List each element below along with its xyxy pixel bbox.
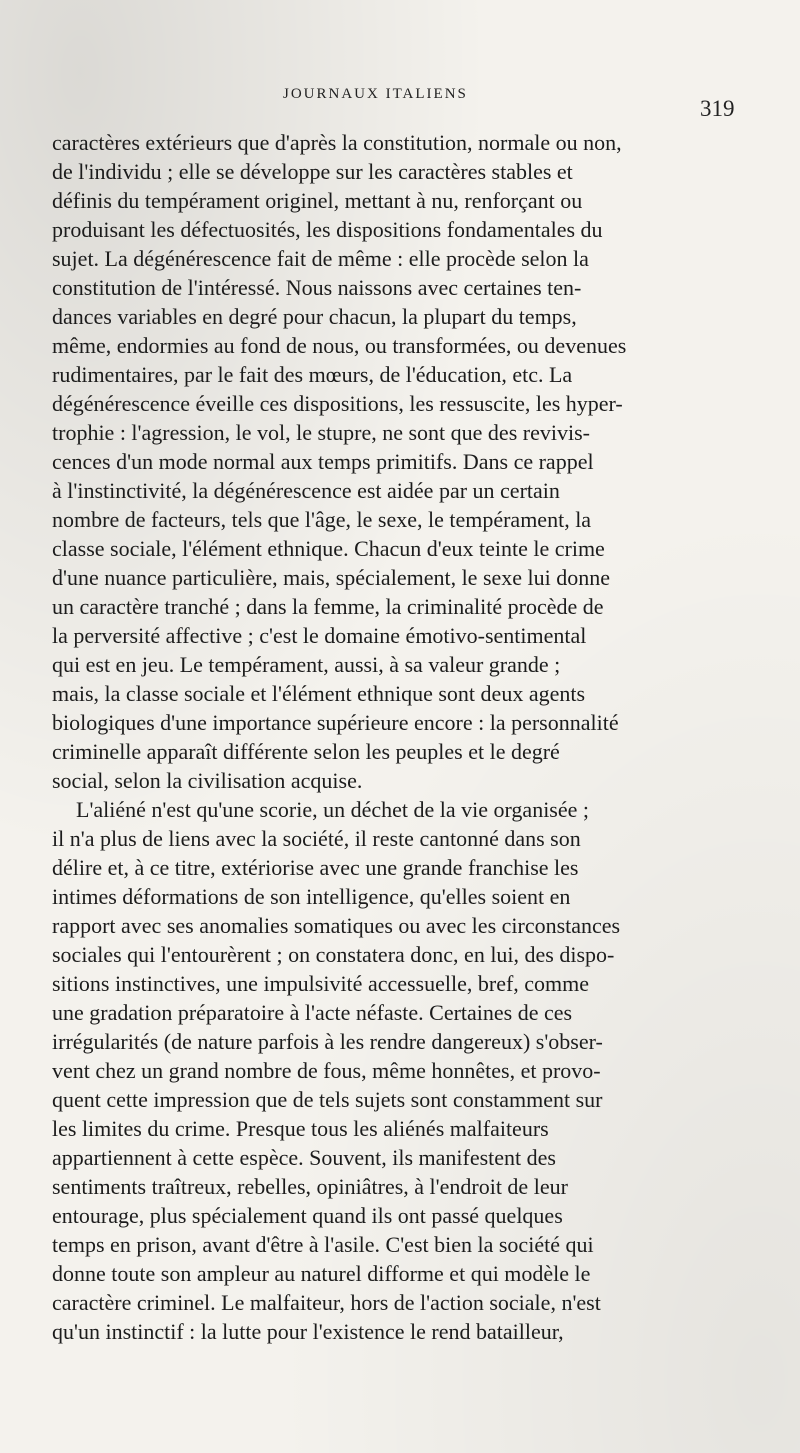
text-line: produisant les défectuosités, les dispositions fondamentales du	[52, 217, 603, 242]
text-line: rapport avec ses anomalies somatiques ou avec les circonstances	[52, 913, 621, 938]
text-line: sujet. La dégénérescence fait de même : elle procède selon la	[52, 246, 589, 271]
text-line: délire et, à ce titre, extériorise avec une grande franchise les	[52, 855, 579, 880]
text-line: à l'instinctivité, la dégénérescence est aidée par un certain	[52, 478, 560, 503]
running-title: JOURNAUX ITALIENS	[283, 86, 468, 102]
text-line: une gradation préparatoire à l'acte néfaste. Certaines de ces	[52, 1000, 573, 1025]
text-line: il n'a plus de liens avec la société, il reste cantonné dans son	[52, 826, 581, 851]
text-line: mais, la classe sociale et l'élément ethnique sont deux agents	[52, 681, 586, 706]
text-line: dégénérescence éveille ces dispositions, les ressuscite, les hyper-	[52, 391, 623, 416]
text-line: sociales qui l'entourèrent ; on constatera donc, en lui, des dispo-	[52, 942, 615, 967]
text-line: appartiennent à cette espèce. Souvent, ils manifestent des	[52, 1145, 556, 1170]
text-line: quent cette impression que de tels sujets sont constamment sur	[52, 1087, 603, 1112]
text-line: un caractère tranché ; dans la femme, la criminalité procède de	[52, 594, 604, 619]
text-line: la perversité affective ; c'est le domaine émotivo-sentimental	[52, 623, 587, 648]
page-number: 319	[700, 96, 735, 121]
text-line: caractères extérieurs que d'après la constitution, normale ou non,	[52, 130, 622, 155]
text-line: cences d'un mode normal aux temps primitifs. Dans ce rappel	[52, 449, 594, 474]
text-line: irrégularités (de nature parfois à les rendre dangereux) s'obser-	[52, 1029, 603, 1054]
text-line: sitions instinctives, une impulsivité accessuelle, bref, comme	[52, 971, 590, 996]
text-line: rudimentaires, par le fait des mœurs, de l'éducation, etc. La	[52, 362, 573, 387]
text-line: même, endormies au fond de nous, ou transformées, ou devenues	[52, 333, 627, 358]
text-line: classe sociale, l'élément ethnique. Chacun d'eux teinte le crime	[52, 536, 605, 561]
text-line: biologiques d'une importance supérieure encore : la personnalité	[52, 710, 619, 735]
text-line: criminelle apparaît différente selon les peuples et le degré	[52, 739, 560, 764]
text-line: intimes déformations de son intelligence, qu'elles soient en	[52, 884, 571, 909]
text-line: entourage, plus spécialement quand ils ont passé quelques	[52, 1203, 563, 1228]
text-line: qu'un instinctif : la lutte pour l'existence le rend batailleur,	[52, 1319, 564, 1344]
text-line: temps en prison, avant d'être à l'asile. C'est bien la société qui	[52, 1232, 594, 1257]
text-line: trophie : l'agression, le vol, le stupre, ne sont que des revivis-	[52, 420, 590, 445]
text-line: sentiments traîtreux, rebelles, opiniâtres, à l'endroit de leur	[52, 1174, 568, 1199]
text-line: dances variables en degré pour chacun, la plupart du temps,	[52, 304, 577, 329]
text-line: donne toute son ampleur au naturel difforme et qui modèle le	[52, 1261, 591, 1286]
text-line: de l'individu ; elle se développe sur les caractères stables et	[52, 159, 573, 184]
text-line: d'une nuance particulière, mais, spécialement, le sexe lui donne	[52, 565, 611, 590]
text-line: social, selon la civilisation acquise.	[52, 768, 363, 793]
text-line: vent chez un grand nombre de fous, même honnêtes, et provo-	[52, 1058, 601, 1083]
body-text	[52, 128, 742, 1346]
text-line: nombre de facteurs, tels que l'âge, le sexe, le tempérament, la	[52, 507, 592, 532]
text-line: définis du tempérament originel, mettant à nu, renforçant ou	[52, 188, 583, 213]
text-line: qui est en jeu. Le tempérament, aussi, à sa valeur grande ;	[52, 652, 561, 677]
text-line: caractère criminel. Le malfaiteur, hors de l'action sociale, n'est	[52, 1290, 601, 1315]
text-line: les limites du crime. Presque tous les aliénés malfaiteurs	[52, 1116, 549, 1141]
paragraph-first-line: L'aliéné n'est qu'une scorie, un déchet de la vie organisée ;	[76, 797, 590, 822]
text-line: constitution de l'intéressé. Nous naissons avec certaines ten-	[52, 275, 582, 300]
